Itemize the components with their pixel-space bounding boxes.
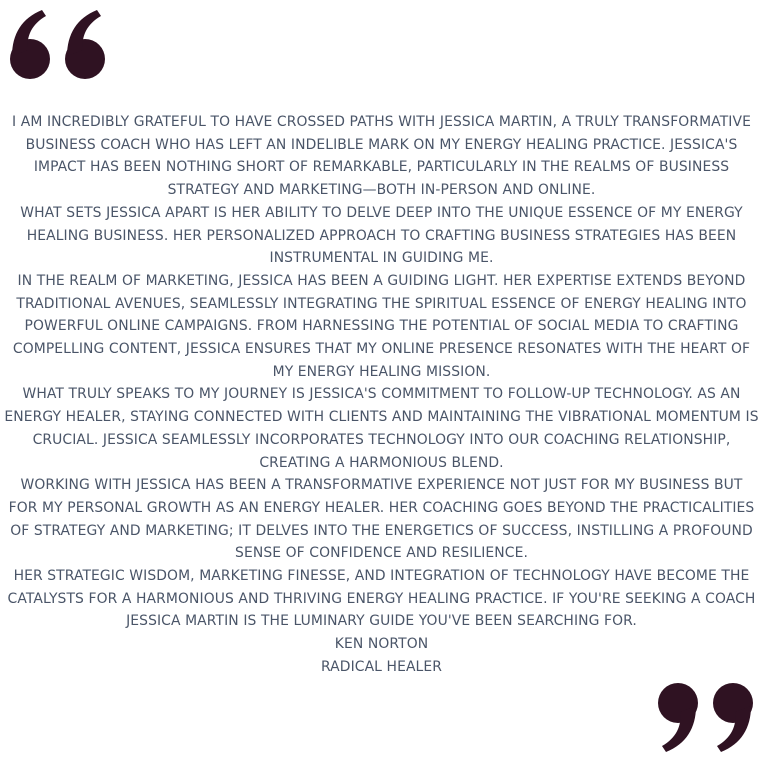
close-quote-icon — [653, 682, 757, 754]
author-name: KEN NORTON — [334, 636, 429, 653]
testimonial-paragraph: WORKING WITH JESSICA HAS BEEN A TRANSFORMATIVE EXPERIENCE NOT JUST FOR MY BUSINESS BUT FOR MY PERSONAL GROWTH AS AN ENERGY HEALER. HER COACHING GOES BEYOND THE PRACTICALITIES OF STRATEGY AND MARKETING; IT DELVES INTO THE ENERGETICS OF SUCCESS, INSTILLING A PROFOUND SENSE OF CONFIDENCE AND RESILIENCE. — [8, 477, 755, 562]
signature — [4, 633, 759, 678]
testimonial-paragraph: IN THE REALM OF MARKETING, JESSICA HAS BEEN A GUIDING LIGHT. HER EXPERTISE EXTENDS BEYOND TRADITIONAL AVENUES, SEAMLESSLY INTEGRATING THE SPIRITUAL ESSENCE OF ENERGY HEALING INTO POWERFUL ONLINE CAMPAIGNS. FROM HARNESSING THE POTENTIAL OF SOCIAL MEDIA TO CRAFTING COMPELLING CONTENT, JESSICA ENSURES THAT MY ONLINE PRESENCE RESONATES WITH THE HEART OF MY ENERGY HEALING MISSION. — [12, 272, 751, 380]
open-quote-icon — [6, 8, 110, 80]
testimonial-paragraph: I AM INCREDIBLY GRATEFUL TO HAVE CROSSED PATHS WITH JESSICA MARTIN, A TRULY TRANSFORMATIVE BUSINESS COACH WHO HAS LEFT AN INDELIBLE MARK ON MY ENERGY HEALING PRACTICE. JESSICA'S IMPACT HAS BEEN NOTHING SHORT OF REMARKABLE, PARTICULARLY IN THE REALMS OF BUSINESS STRATEGY AND MARKETING—BOTH IN-PERSON AND ONLINE. — [12, 114, 751, 199]
testimonial-text — [4, 111, 759, 679]
author-title: RADICAL HEALER — [320, 658, 443, 675]
testimonial-paragraph: HER STRATEGIC WISDOM, MARKETING FINESSE, AND INTEGRATION OF TECHNOLOGY HAVE BECOME THE CATALYSTS FOR A HARMONIOUS AND THRIVING ENERGY HEALING PRACTICE. IF YOU'RE SEEKING A COACH JESSICA MARTIN IS THE LUMINARY GUIDE YOU'VE BEEN SEARCHING FOR. — [7, 568, 756, 630]
testimonial-paragraph: WHAT TRULY SPEAKS TO MY JOURNEY IS JESSICA'S COMMITMENT TO FOLLOW-UP TECHNOLOGY. AS AN ENERGY HEALER, STAYING CONNECTED WITH CLIENTS AND MAINTAINING THE VIBRATIONAL MOMENTUM IS CRUCIAL. JESSICA SEAMLESSLY INCORPORATES TECHNOLOGY INTO OUR COACHING RELATIONSHIP, CREATING A HARMONIOUS BLEND. — [4, 386, 759, 471]
testimonial-paragraph: WHAT SETS JESSICA APART IS HER ABILITY TO DELVE DEEP INTO THE UNIQUE ESSENCE OF MY ENERGY HEALING BUSINESS. HER PERSONALIZED APPROACH TO CRAFTING BUSINESS STRATEGIES HAS BEEN INSTRUMENTAL IN GUIDING ME. — [20, 204, 743, 267]
